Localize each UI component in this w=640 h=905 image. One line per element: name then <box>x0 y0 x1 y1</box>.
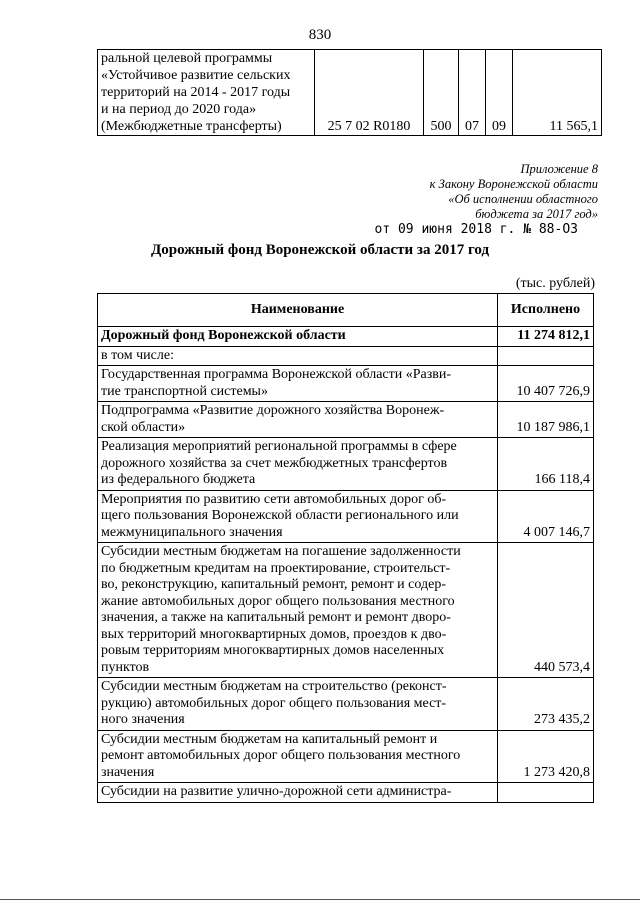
row-name-line: Субсидии местным бюджетам на погашение задолженности <box>101 544 461 559</box>
date-stamp: от 09 июня 2018 г. № 88-ОЗ <box>374 222 578 237</box>
row-name-line: ровым территориям многоквартирных домов населенных <box>101 643 445 658</box>
row-value-cell: 440 573,4 <box>498 543 594 678</box>
page-bottom-line <box>0 899 640 900</box>
table-row <box>98 346 594 366</box>
row-name-line: Дорожный фонд Воронежской области <box>101 328 346 343</box>
row-name-line: ремонт автомобильных дорог общего пользования местного <box>101 748 461 763</box>
name-line: (Межбюджетные трансферты) <box>101 119 282 134</box>
header-executed: Исполнено <box>498 294 594 327</box>
row-name-line: щего пользования Воронежской области регионального или <box>101 508 459 523</box>
name-line: территорий на 2014 - 2017 годы <box>101 85 291 100</box>
row-value-cell: 273 435,2 <box>498 678 594 731</box>
appendix-line: бюджета за 2017 год» <box>475 207 598 221</box>
row-name-line: в том числе: <box>101 347 174 363</box>
header-row <box>98 294 594 327</box>
row-name-line: Подпрограмма «Развитие дорожного хозяйства Воронеж- <box>101 403 445 418</box>
row-name-cell <box>98 438 498 491</box>
row-name-line: вых территорий многоквартирных домов, проездов к дво- <box>101 626 447 642</box>
road-fund-table <box>97 293 594 803</box>
document-title: Дорожный фонд Воронежской области за 2017 год <box>150 242 490 258</box>
header-name: Наименование <box>98 294 498 327</box>
table-row <box>98 438 594 491</box>
table-row <box>98 543 594 678</box>
row-value-cell: 1 273 420,8 <box>498 730 594 783</box>
row-value-cell: 4 007 146,7 <box>498 490 594 543</box>
row-name-cell <box>98 346 498 366</box>
pr-cell: 09 <box>486 50 513 136</box>
appendix-line: Приложение 8 <box>520 162 598 176</box>
appendix-line: к Закону Воронежской области <box>429 177 598 191</box>
name-line: и на период до 2020 года» <box>101 102 257 117</box>
name-line: «Устойчивое развитие сельских <box>101 68 291 83</box>
row-name-line: Государственная программа Воронежской области «Разви- <box>101 367 452 382</box>
row-name-cell <box>98 402 498 438</box>
row-value-cell: 10 187 986,1 <box>498 402 594 438</box>
row-name-cell <box>98 730 498 783</box>
row-value-cell: 11 274 812,1 <box>498 327 594 347</box>
row-name-line: ного значения <box>101 712 185 727</box>
row-value-cell <box>498 346 594 366</box>
units-label: (тыс. рублей) <box>515 276 595 291</box>
row-value-cell: 10 407 726,9 <box>498 366 594 402</box>
code-cell: 25 7 02 R0180 <box>315 50 424 136</box>
row-name-line: пунктов <box>101 659 150 675</box>
row-name-cell <box>98 678 498 731</box>
table-row <box>98 783 594 803</box>
row-name-line: Мероприятия по развитию сети автомобильных дорог об- <box>101 491 447 507</box>
row-value-cell: 166 118,4 <box>498 438 594 491</box>
appendix-note <box>430 162 598 222</box>
row-name-line: Субсидии местным бюджетам на строительство (реконст- <box>101 679 447 694</box>
row-name-line: ской области» <box>101 419 186 435</box>
appendix-line: «Об исполнении областного <box>448 192 598 206</box>
row-name-cell <box>98 327 498 347</box>
table-body <box>98 327 594 803</box>
row-name-line: по бюджетным кредитам на проектирование, строительст- <box>101 560 451 576</box>
name-line: ральной целевой программы <box>101 51 273 66</box>
row-name-cell <box>98 783 498 803</box>
row-name-line: значения, а также на капитальный ремонт и ремонт дворо- <box>101 610 451 625</box>
row-value-cell <box>498 783 594 803</box>
row-name-line: тие транспортной системы» <box>101 383 268 399</box>
rz-cell: 07 <box>459 50 486 136</box>
table-row <box>98 50 602 136</box>
row-name-line: дорожного хозяйства за счет межбюджетных трансфертов <box>101 455 448 471</box>
row-name-line: из федерального бюджета <box>101 472 256 487</box>
row-name-line: значения <box>101 764 155 780</box>
vr-cell: 500 <box>424 50 459 136</box>
row-name-line: Реализация мероприятий региональной программы в сфере <box>101 439 457 454</box>
continuation-table <box>97 49 602 136</box>
table-row <box>98 366 594 402</box>
table-row <box>98 327 594 347</box>
table-row <box>98 402 594 438</box>
row-name-line: межмуниципального значения <box>101 524 283 540</box>
row-name-line: рукцию) автомобильных дорог общего пользования мест- <box>101 695 447 711</box>
program-name-cell <box>98 50 315 136</box>
row-name-cell <box>98 366 498 402</box>
row-name-line: Субсидии на развитие улично-дорожной сети администра- <box>101 784 452 799</box>
row-name-line: жание автомобильных дорог общего пользования местного <box>101 593 455 609</box>
row-name-line: во, реконструкцию, капитальный ремонт, ремонт и содер- <box>101 577 446 592</box>
table-row <box>98 490 594 543</box>
table-row <box>98 730 594 783</box>
row-name-cell <box>98 543 498 678</box>
row-name-line: Субсидии местным бюджетам на капитальный ремонт и <box>101 731 438 747</box>
row-name-cell <box>98 490 498 543</box>
amount-cell: 11 565,1 <box>513 50 602 136</box>
page-number: 830 <box>308 27 332 43</box>
table-row <box>98 678 594 731</box>
